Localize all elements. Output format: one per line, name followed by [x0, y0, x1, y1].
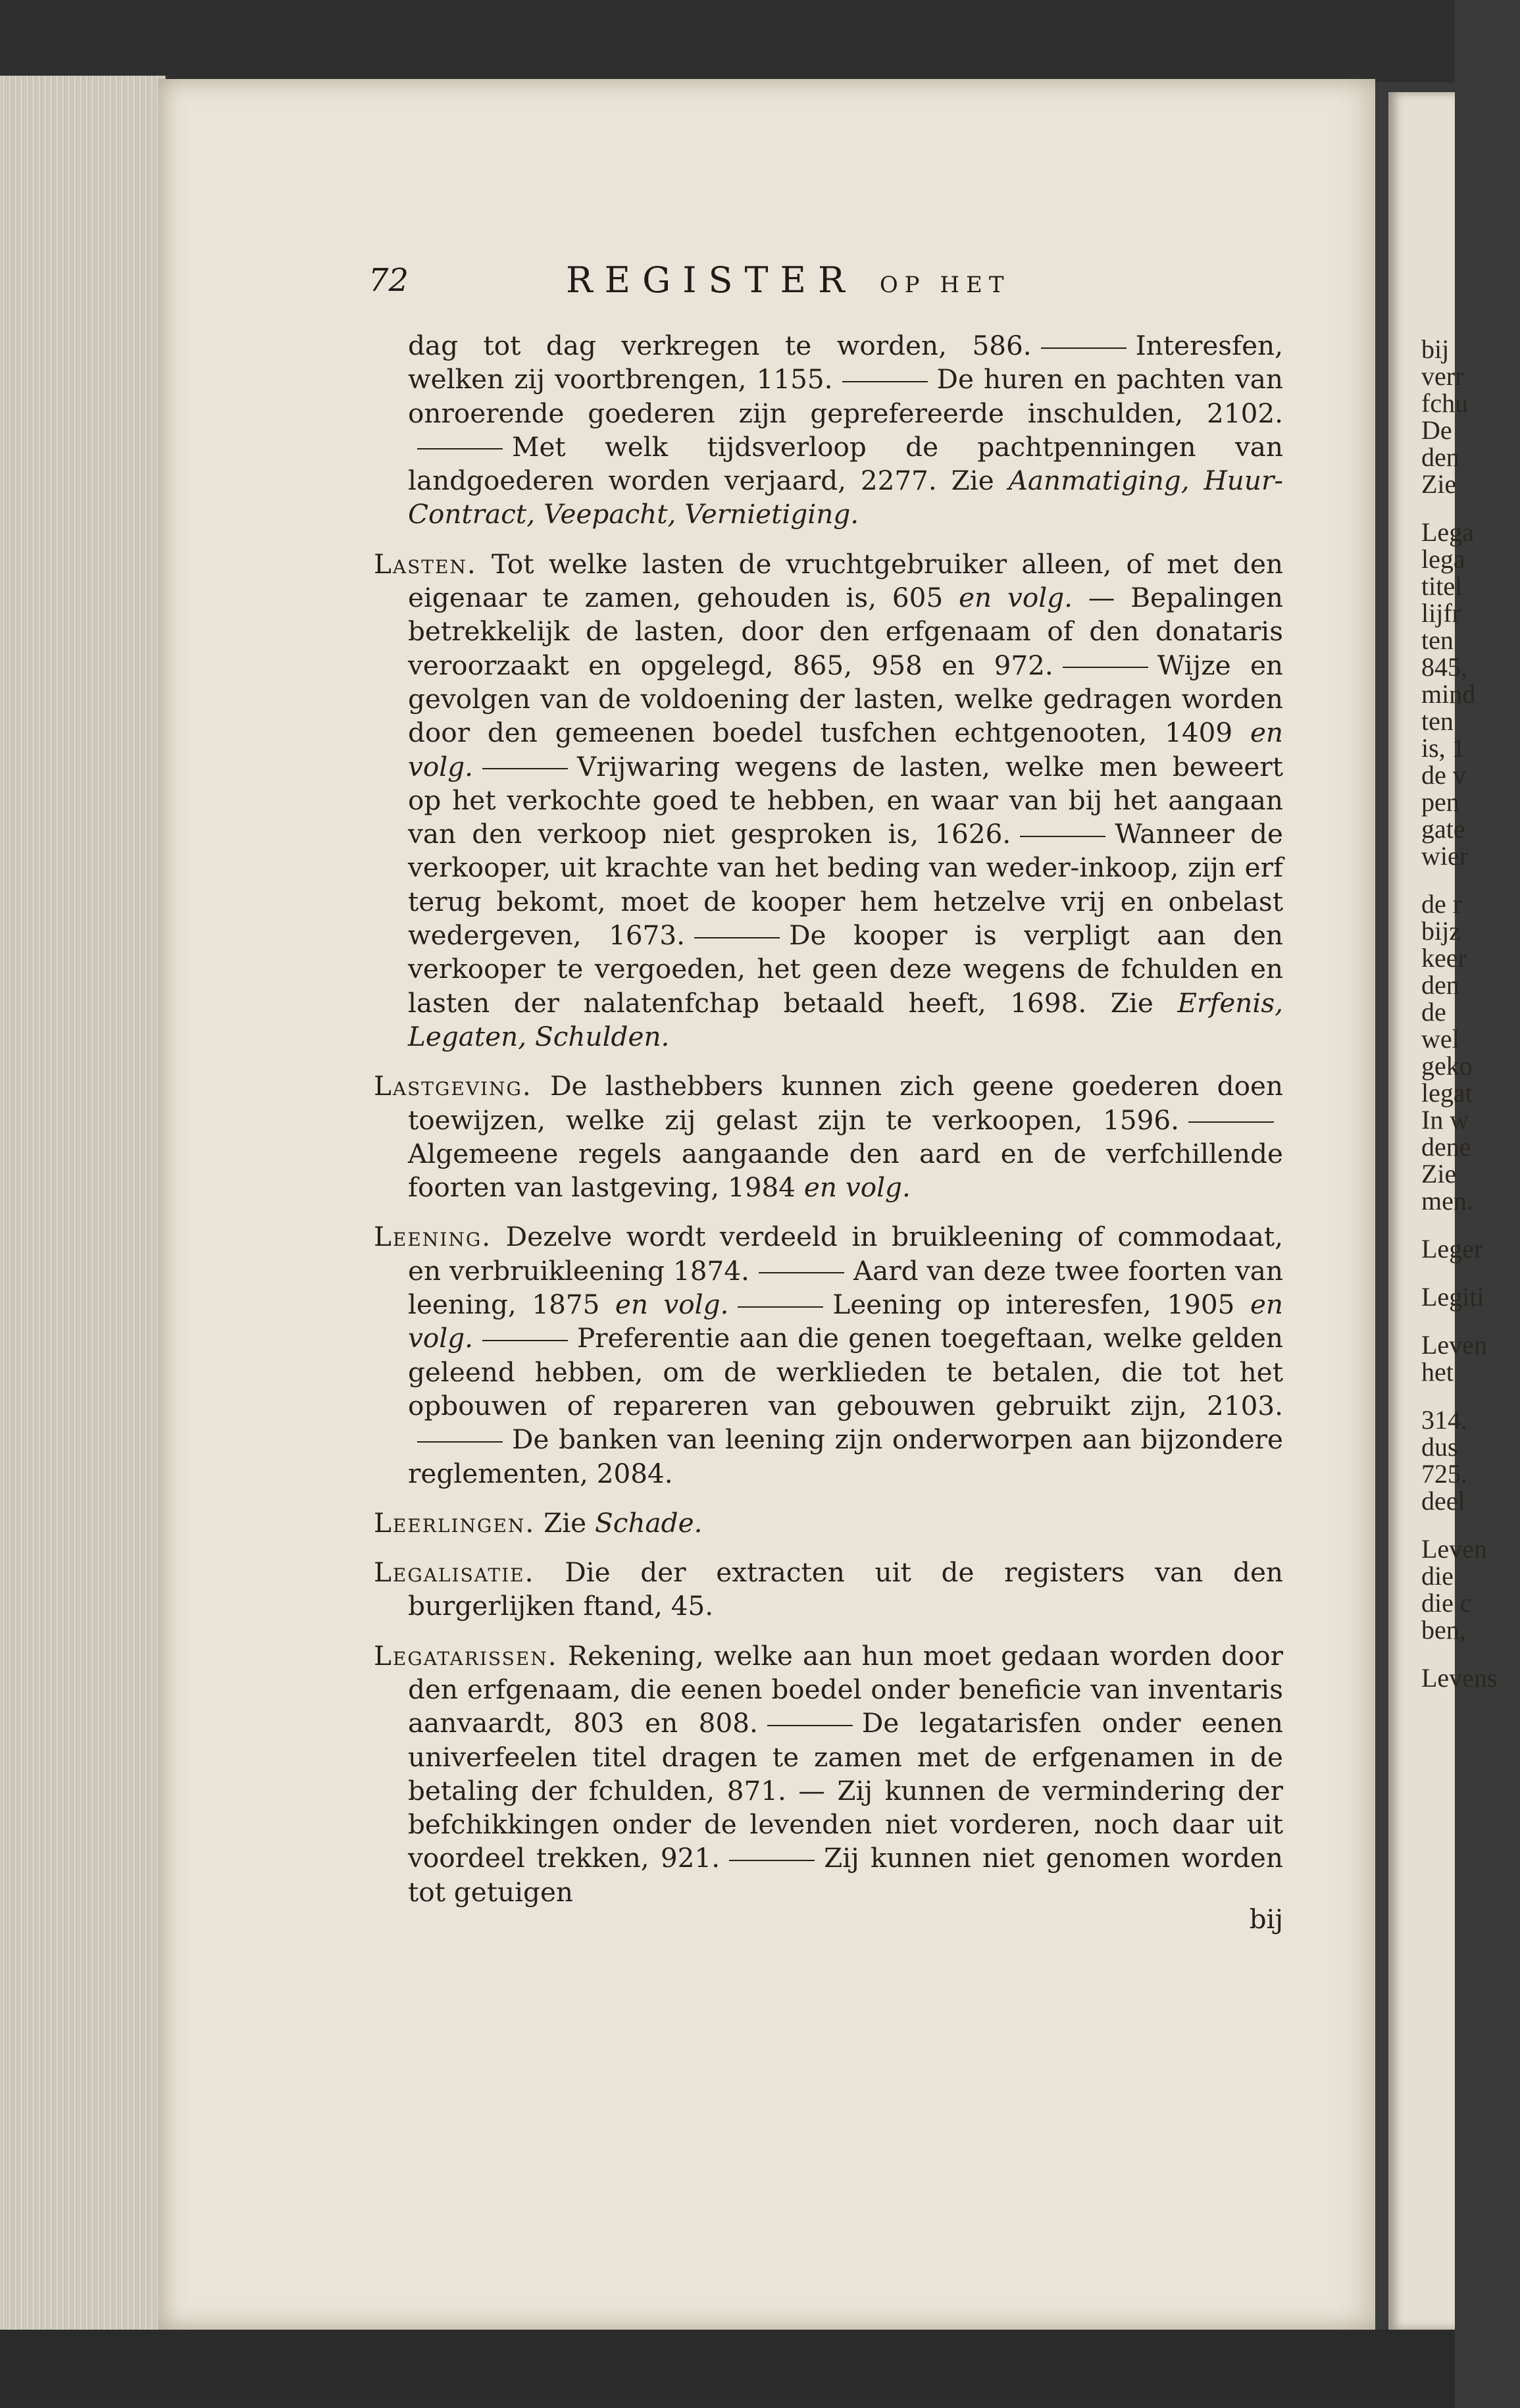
entry-text: Leening op interesfen, 1905: [832, 1289, 1250, 1321]
facing-page-fragment: Leven: [1421, 1534, 1487, 1564]
facing-page-fragment: dus: [1421, 1432, 1458, 1462]
entry-term: Legalisatie.: [374, 1556, 535, 1589]
entry-text: Tot welke lasten de vruchtgebruiker alleen, of met den eigenaar te zamen, gehouden is, 605: [408, 548, 1283, 614]
facing-page-gap: [1388, 1310, 1520, 1331]
entry-italic: en volg.: [408, 717, 1283, 782]
entry-text: Zij kunnen niet genomen worden tot getuigen: [408, 1842, 1283, 1908]
facing-page-gap: [1388, 1385, 1520, 1406]
dash-rule: [694, 937, 780, 938]
facing-page-fragment: Leger: [1421, 1234, 1483, 1264]
catchword: bij: [1249, 1903, 1283, 1935]
entry-text: Vrijwaring wegens de lasten, welke men beweert op het verkochte goed te hebben, en waar van bij het aangaan van den verkoop niet gesproken is, 1626.: [408, 750, 1283, 850]
entry-text: dag tot dag verkregen te worden, 586.: [408, 330, 1032, 361]
entry-text: Wanneer de verkooper, uit krachte van het beding van weder-inkoop, zijn erf terug bekomt, moet de kooper hem hetzelve vrij en onbelast wedergeven, 1673.: [408, 818, 1283, 952]
entry-text: Zie: [535, 1506, 595, 1539]
top-background: [0, 0, 1455, 82]
dash-rule: [1063, 667, 1148, 668]
dash-rule: [482, 1340, 568, 1341]
dash-rule: [842, 381, 928, 382]
entry-lasten: [374, 548, 1283, 1054]
facing-page-fragment: De: [1421, 415, 1452, 445]
entry-text: Dezelve wordt verdeeld in bruikleening of commodaat, en verbruikleening 1874.: [408, 1221, 1283, 1287]
dash-rule: [767, 1725, 853, 1726]
entry-term: Lasten.: [374, 548, 477, 580]
entry-text: Preferentie aan die genen toegeftaan, welke gelden geleend hebben, om de werklieden te betalen, die tot het opbouwen of repareren van gebouwen gebruikt zijn, 2103.: [408, 1322, 1283, 1422]
facing-page-fragment: is, 1: [1421, 733, 1465, 763]
bottom-background: [0, 2330, 1455, 2408]
entry-text: Interesfen, welken zij voortbrengen, 1155.: [408, 330, 1283, 396]
dash-rule: [759, 1272, 844, 1273]
facing-page-fragment: lijfr: [1421, 598, 1461, 628]
entry-text: De lasthebbers kunnen zich geene goederen doen toewijzen, welke zij gelast zijn te verkoopen, 1596.: [408, 1070, 1283, 1136]
facing-page-fragment: mind: [1421, 679, 1476, 709]
entry-text: Met welk tijdsverloop de pachtpenningen van landgoederen worden verjaard, 2277. Zie: [408, 430, 1283, 497]
entry-text: Wijze en gevolgen van de voldoening der lasten, welke gedragen worden door den gemeenen boedel tusfchen echtgenooten, 1409: [408, 649, 1283, 749]
dash-rule: [1041, 347, 1127, 349]
entry-italic: en volg.: [959, 582, 1073, 614]
facing-page-fragment: lega: [1421, 544, 1465, 574]
entry-text: De kooper is verpligt aan den verkooper te vergoeden, het geen deze wegens de fchulden en lasten der nalatenfchap betaald heeft, 1698. Zie: [408, 919, 1284, 1019]
facing-page-fragment: men.: [1421, 1186, 1473, 1216]
book-page-edges: [0, 76, 166, 2333]
page-number: 72: [368, 262, 409, 299]
facing-page-gap: [1388, 869, 1520, 890]
entry-text: De huren en pachten van onroerende goederen zijn geprefereerde inschulden, 2102.: [408, 363, 1283, 429]
facing-page-fragment: Lega: [1421, 517, 1474, 547]
facing-page-fragment: ten: [1421, 625, 1454, 655]
dash-rule: [417, 448, 503, 449]
entry-term: Lastgeving.: [374, 1070, 532, 1102]
facing-page-fragment: de: [1421, 997, 1446, 1027]
entry-italic: en volg.: [803, 1171, 911, 1204]
dash-rule: [417, 1441, 503, 1443]
dash-rule: [1020, 836, 1105, 837]
entry-legatarissen: [374, 1639, 1283, 1909]
facing-page-fragment: ten: [1421, 706, 1454, 736]
running-title-small: OP HET: [879, 272, 1011, 298]
entry-text: Die der extracten uit de registers van den burgerlijken ftand, 45.: [408, 1556, 1283, 1622]
facing-page-fragment: Zie: [1421, 1159, 1457, 1189]
entry-term: Leerlingen.: [374, 1506, 536, 1539]
facing-page-fragment: den: [1421, 442, 1459, 472]
facing-page-fragment: bijz: [1421, 916, 1461, 946]
entry-text: Rekening, welke aan hun moet gedaan worden door den erfgenaam, die eenen boedel onder beneficie van inventaris aanvaardt, 803 en 808.: [408, 1639, 1283, 1739]
facing-page-gap: [1388, 1514, 1520, 1535]
facing-page-fragment: verr: [1421, 361, 1464, 391]
facing-page-fragment: 314.: [1421, 1405, 1467, 1435]
running-title-main: REGISTER: [566, 259, 857, 301]
facing-page-fragment: legat: [1421, 1078, 1473, 1108]
dash-rule: [482, 768, 568, 769]
facing-page-fragment: ben,: [1421, 1615, 1466, 1645]
dash-rule: [1188, 1121, 1274, 1123]
facing-page-gap: [1388, 498, 1520, 519]
facing-page-fragment: wel: [1421, 1024, 1459, 1054]
facing-page-fragment: Zie: [1421, 469, 1457, 499]
page-header: [368, 259, 1132, 308]
facing-page-fragment: het: [1421, 1357, 1454, 1387]
entry-italic: en volg.: [408, 1289, 1283, 1354]
facing-page-fragment: Levens: [1421, 1663, 1498, 1693]
facing-page-fragment: de r: [1421, 889, 1462, 919]
facing-page-fragment: fchu: [1421, 388, 1469, 418]
cross-reference: Schade.: [595, 1506, 703, 1539]
facing-page-fragment: pen: [1421, 787, 1459, 817]
facing-page-fragment: Legiti: [1421, 1282, 1484, 1312]
facing-page-fragment: dene: [1421, 1132, 1471, 1162]
facing-page-gap: [1388, 1643, 1520, 1664]
cross-reference: Erfenis, Legaten, Schulden.: [408, 986, 1283, 1052]
entry-continuation: [374, 329, 1283, 532]
dash-rule: [729, 1860, 815, 1861]
facing-page-fragment: wier: [1421, 841, 1469, 871]
facing-page-fragment: die: [1421, 1561, 1454, 1591]
facing-page-text: [1388, 336, 1520, 1691]
facing-page-gap: [1388, 1262, 1520, 1283]
facing-page-fragment: 845,: [1421, 652, 1467, 682]
facing-page-gap: [1388, 1214, 1520, 1235]
facing-page-fragment: den: [1421, 970, 1459, 1000]
facing-page-fragment: deel: [1421, 1486, 1465, 1516]
facing-page-fragment: 725.: [1421, 1459, 1467, 1489]
entry-italic: en volg.: [615, 1289, 729, 1321]
entry-text: Algemeene regels aangaande den aard en de verfchillende foorten van lastgeving, 1984: [408, 1137, 1283, 1204]
dash-rule: [738, 1306, 823, 1308]
entry-legalisatie: [374, 1556, 1283, 1624]
running-title: [566, 259, 1011, 301]
facing-page-fragment: geko: [1421, 1051, 1473, 1081]
entry-text: — Bepalingen betrekkelijk de lasten, door den erfgenaam of den donataris veroorzaakt en opgelegd, 865, 958 en 972.: [408, 582, 1283, 681]
entry-term: Leening.: [374, 1221, 492, 1253]
facing-page-fragment: die c: [1421, 1588, 1472, 1618]
facing-page-fragment: titel: [1421, 571, 1463, 601]
entry-lastgeving: [374, 1069, 1283, 1204]
facing-page-fragment: bij: [1421, 334, 1450, 364]
cross-reference: Aanmatiging, Huur-Contract, Veepacht, Vernietiging.: [408, 465, 1283, 530]
facing-page-fragment: gate: [1421, 814, 1465, 844]
facing-page-fragment: keer: [1421, 943, 1467, 973]
entry-text: De legatarisfen onder eenen univerfeelen titel dragen te zamen met de erfgenamen in de betaling der fchulden, 871. — Zij kunnen de vermindering der befchikkingen onder de levenden niet vorderen, noch daar uit voordeel trekken, 921.: [408, 1707, 1283, 1874]
entry-leening: [374, 1220, 1283, 1490]
entry-term: Legatarissen.: [374, 1639, 558, 1672]
facing-page-fragment: In w: [1421, 1105, 1469, 1135]
entry-text: Aard van deze twee foorten van leening, 1875: [408, 1254, 1283, 1321]
entry-text: De banken van leening zijn onderworpen aan bijzondere reglementen, 2084.: [408, 1423, 1283, 1489]
facing-page-fragment: de v: [1421, 760, 1466, 790]
facing-page: [1388, 92, 1498, 2330]
facing-page-fragment: Leven: [1421, 1330, 1487, 1360]
entry-leerlingen: [374, 1506, 1283, 1540]
register-text: [374, 329, 1283, 1936]
